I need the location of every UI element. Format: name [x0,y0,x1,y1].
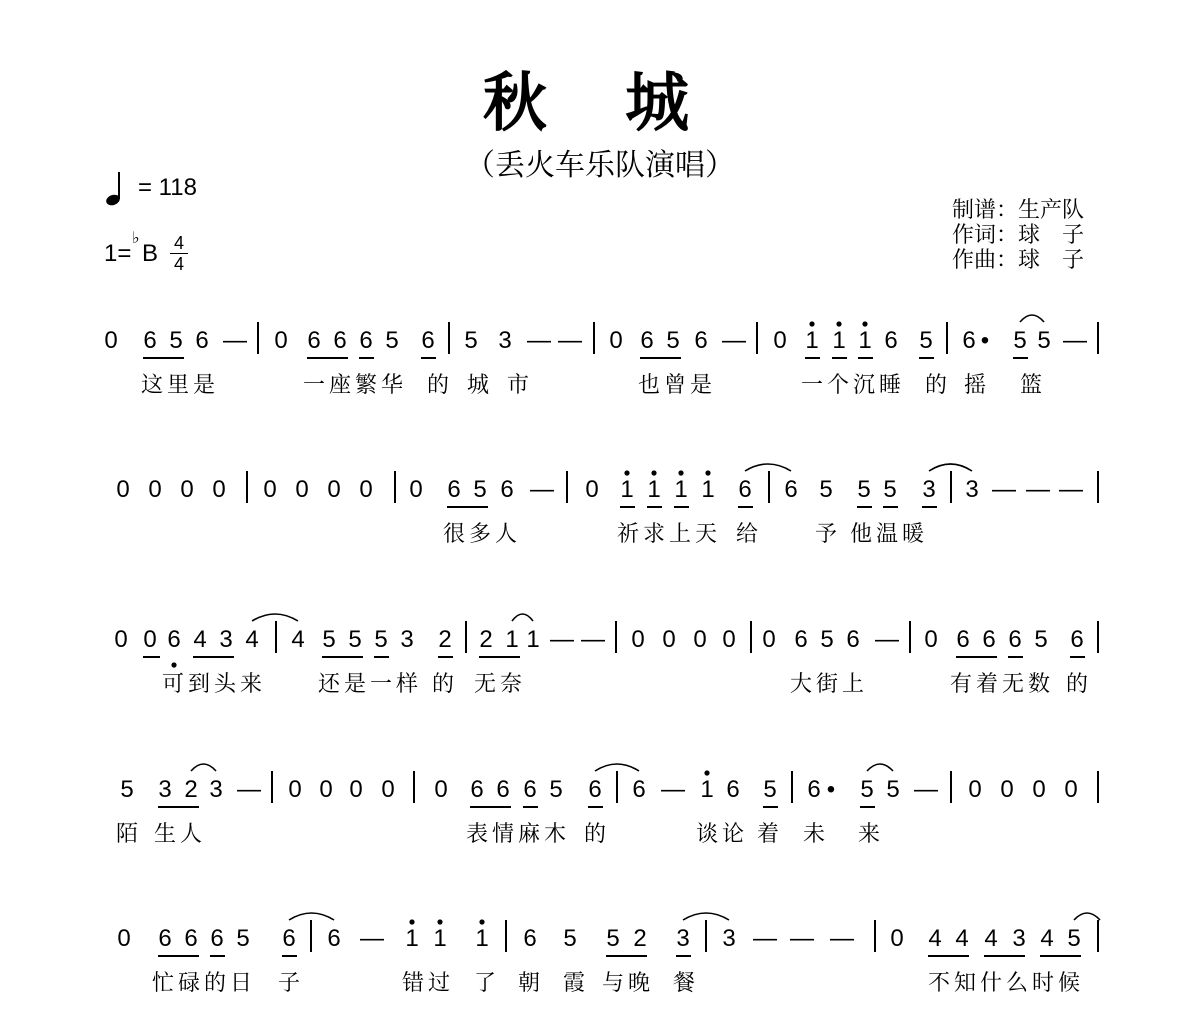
dash-mark: — [992,476,1016,503]
octave-dot-above [809,321,814,326]
lyric: 与晚 [602,971,655,996]
tie-arc [289,913,334,920]
note: 0 [114,626,128,653]
octave-dot-above [862,321,867,326]
note: 6 [884,327,898,354]
note: 3 [219,626,233,653]
note: 0 [722,626,736,653]
dot-mark: • [980,327,990,354]
tie-arc [1074,913,1100,920]
lyric: 霞 [563,971,590,996]
note: 6 [523,925,537,952]
lyric: 未 [803,822,830,847]
note: 2 [438,626,452,653]
note: 6 [282,925,296,952]
note: 4 [291,626,305,653]
note: 0 [662,626,676,653]
note: 2 [479,626,493,653]
note: 1 [475,925,489,952]
song-title: 秋 城 [482,67,718,141]
tie-arc [191,764,216,771]
octave-dot-above [705,470,710,475]
note: 6 [210,925,224,952]
note: 5 [169,327,183,354]
note: 5 [236,925,250,952]
note: 0 [359,476,373,503]
note: 6 [167,626,181,653]
note: 1 [832,327,846,354]
octave-dot-above [437,919,442,924]
note: 6 [447,476,461,503]
octave-dot-above [651,470,656,475]
octave-dot-above [409,919,414,924]
note: 0 [288,776,302,803]
note: 6 [846,626,860,653]
lyric: 的 [1066,672,1093,697]
note: 6 [956,626,970,653]
note: 6 [307,327,321,354]
note: 0 [434,776,448,803]
note: 1 [405,925,419,952]
note: 2 [633,925,647,952]
note: 6 [327,925,341,952]
note: 6 [359,327,373,354]
octave-dot-above [624,470,629,475]
note: 1 [805,327,819,354]
dash-mark: — [1059,476,1083,503]
note: 0 [212,476,226,503]
dash-mark: — [1026,476,1050,503]
tempo-value: = 118 [138,174,197,201]
octave-dot-below [171,662,176,667]
note: 0 [295,476,309,503]
note: 6 [523,776,537,803]
note: 4 [1040,925,1054,952]
note: 0 [143,626,157,653]
note: 3 [922,476,936,503]
note: 6 [143,327,157,354]
tie-arc [595,764,639,771]
lyric: 无奈 [474,672,527,697]
lyric: 忙碌的日 [152,971,257,996]
note: 1 [505,626,519,653]
octave-dot-above [836,321,841,326]
note: 0 [319,776,333,803]
lyric: 谈论 [696,822,749,847]
note: 5 [322,626,336,653]
lyric: 表情麻木 [466,822,571,847]
note: 0 [409,476,423,503]
note: 4 [928,925,942,952]
note: 6 [962,327,976,354]
note: 6 [694,327,708,354]
note: 2 [184,776,198,803]
note: 3 [498,327,512,354]
note: 5 [464,327,478,354]
note: 5 [763,776,777,803]
note: 5 [385,327,399,354]
lyric: 陌 [116,822,143,847]
song-subtitle: （丢火车乐队演唱） [465,148,735,183]
note: 0 [180,476,194,503]
credit-composer: 作曲：球 子 [952,248,1085,273]
note: 1 [701,476,715,503]
note: 0 [349,776,363,803]
note: 1 [674,476,688,503]
note: 3 [965,476,979,503]
note: 3 [1012,925,1026,952]
note: 1 [858,327,872,354]
note: 5 [919,327,933,354]
note: 1 [647,476,661,503]
octave-dot-above [704,770,709,775]
tie-arc [252,614,298,621]
note: 5 [819,476,833,503]
note: 0 [924,626,938,653]
dash-mark: — [830,925,854,952]
note: 5 [860,776,874,803]
lyric: 有着无数 [950,672,1055,697]
note: 1 [700,776,714,803]
note: 6 [794,626,808,653]
note: 0 [609,327,623,354]
lyric: 的 [584,822,611,847]
dash-mark: — [753,925,777,952]
note: 6 [496,776,510,803]
dash-mark: — [558,327,582,354]
time-signature-top: 4 [173,233,184,253]
note: 5 [820,626,834,653]
note: 6 [184,925,198,952]
note: 5 [666,327,680,354]
lyric: 篮 [1020,373,1047,398]
note: 5 [473,476,487,503]
note: 5 [348,626,362,653]
lyric: 不知什么时候 [928,971,1085,996]
note: 0 [968,776,982,803]
dash-mark: — [550,626,574,653]
lyric: 的 [427,373,454,398]
dash-mark: — [223,327,247,354]
note: 3 [722,925,736,952]
note: 3 [209,776,223,803]
lyric: 了 [474,971,501,996]
dot-mark: • [826,776,836,803]
tie-arc [683,913,729,920]
note: 5 [549,776,563,803]
lyric: 市 [507,373,534,398]
lyric: 摇 [964,373,991,398]
lyric: 也曾是 [638,373,717,398]
note: 6 [588,776,602,803]
lyric: 一个沉睡 [801,373,906,398]
note: 5 [883,476,897,503]
note: 4 [245,626,259,653]
note: 0 [585,476,599,503]
note: 6 [726,776,740,803]
lyric: 还是一样 [318,672,423,697]
note: 5 [374,626,388,653]
octave-dot-above [479,919,484,924]
note: 0 [631,626,645,653]
lyric: 一座繁华 [303,373,408,398]
note: 5 [1067,925,1081,952]
note: 0 [274,327,288,354]
dash-mark: — [722,327,746,354]
note: 0 [773,327,787,354]
lyric: 城 [467,373,494,398]
note: 4 [193,626,207,653]
note: 6 [738,476,752,503]
note: 3 [400,626,414,653]
credit-arranger: 制谱：生产队 [952,198,1085,223]
dash-mark: — [1063,327,1087,354]
note: 6 [421,327,435,354]
lyric: 祈求上天 [617,522,722,547]
note: 0 [148,476,162,503]
lyric: 餐 [673,971,700,996]
note: 0 [762,626,776,653]
lyric: 这里是 [141,373,220,398]
lyric: 的 [432,672,459,697]
note: 5 [886,776,900,803]
note: 0 [116,476,130,503]
note: 0 [890,925,904,952]
note: 0 [693,626,707,653]
note: 5 [1037,327,1051,354]
note: 6 [1008,626,1022,653]
note: 6 [807,776,821,803]
dash-mark: — [914,776,938,803]
note: 0 [381,776,395,803]
key-note: B [142,240,159,267]
time-signature-bottom: 4 [173,254,184,274]
note: 0 [1032,776,1046,803]
tie-arc [929,464,972,471]
note: 0 [263,476,277,503]
note: 6 [784,476,798,503]
note: 3 [158,776,172,803]
note: 0 [1064,776,1078,803]
lyric: 他温暖 [850,522,929,547]
lyric: 大街上 [790,672,869,697]
note: 6 [640,327,654,354]
note: 0 [327,476,341,503]
note: 6 [500,476,514,503]
lyric: 来 [858,822,885,847]
dash-mark: — [360,925,384,952]
lyric: 错过 [402,971,455,996]
lyric: 朝 [518,971,545,996]
lyric: 给 [736,522,763,547]
note: 5 [120,776,134,803]
lyric: 予 [815,522,842,547]
tie-arc [512,614,533,621]
dash-mark: — [237,776,261,803]
note: 5 [1013,327,1027,354]
dash-mark: — [581,626,605,653]
note: 6 [333,327,347,354]
lyric: 生人 [154,822,207,847]
note: 4 [955,925,969,952]
dash-mark: — [527,327,551,354]
dash-mark: — [790,925,814,952]
tie-arc [745,464,791,471]
note: 6 [195,327,209,354]
dash-mark: — [661,776,685,803]
note: 1 [620,476,634,503]
note: 6 [982,626,996,653]
dash-mark: — [530,476,554,503]
lyric: 很多人 [443,522,522,547]
note: 5 [606,925,620,952]
tie-arc [1020,315,1044,322]
note: 6 [470,776,484,803]
lyric: 子 [278,971,305,996]
lyric: 着 [757,822,784,847]
note: 6 [632,776,646,803]
note: 6 [158,925,172,952]
note: 5 [1034,626,1048,653]
flat-sign: ♭ [132,230,140,247]
lyric: 的 [925,373,952,398]
note: 1 [433,925,447,952]
octave-dot-above [678,470,683,475]
tie-arc [867,764,893,771]
note: 0 [104,327,118,354]
note: 5 [857,476,871,503]
note: 1 [526,626,540,653]
note: 5 [563,925,577,952]
note: 0 [117,925,131,952]
credit-lyricist: 作词：球 子 [952,223,1085,248]
lyric: 可到头来 [162,672,267,697]
dash-mark: — [875,626,899,653]
key-prefix: 1= [104,240,132,267]
note: 0 [1000,776,1014,803]
note: 6 [1070,626,1084,653]
note: 3 [676,925,690,952]
note: 4 [984,925,998,952]
